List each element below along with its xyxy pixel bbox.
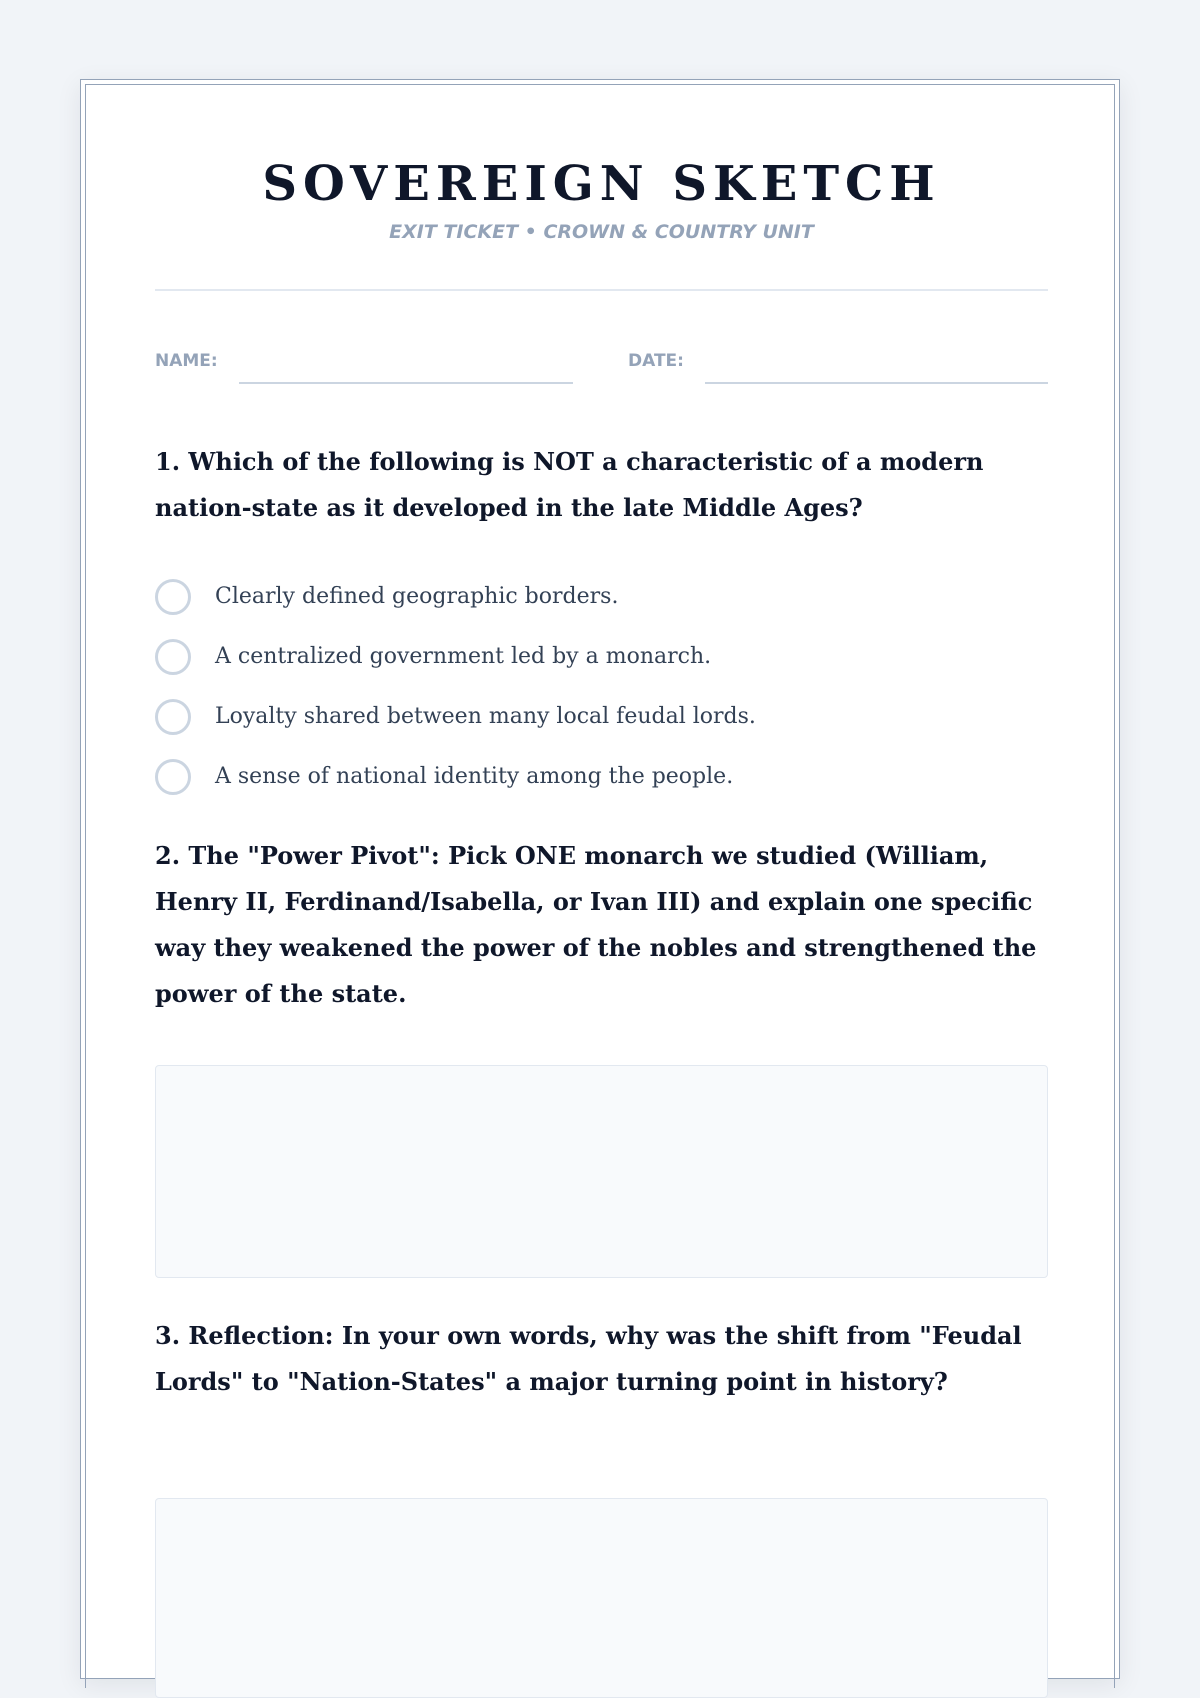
question-1-option-d[interactable]	[155, 758, 1048, 798]
radio-button[interactable]	[155, 759, 191, 795]
radio-button[interactable]	[155, 639, 191, 675]
question-2-text: 2. The "Power Pivot": Pick ONE monarch we studied (William, Henry II, Ferdinand/Isabella, or Ivan III) and explain one specific way they weakened the power of the nobles and strengthened the power of the state.	[155, 841, 1037, 1008]
option-label: A sense of national identity among the people.	[215, 764, 734, 789]
question-1-option-c[interactable]	[155, 698, 1048, 738]
date-label: DATE:	[628, 351, 684, 371]
question-2-answer-box[interactable]	[155, 1065, 1048, 1278]
question-3-text: 3. Reflection: In your own words, why was the shift from "Feudal Lords" to "Nation-States" a major turning point in history?	[155, 1321, 1022, 1396]
worksheet	[80, 79, 1120, 1679]
page-title: SOVEREIGN SKETCH	[262, 156, 941, 212]
question-1-text: 1. Which of the following is NOT a characteristic of a modern nation-state as it developed in the late Middle Ages?	[155, 447, 984, 522]
question-3-answer-box[interactable]	[155, 1498, 1048, 1698]
option-label: A centralized government led by a monarch.	[215, 644, 712, 669]
page-subtitle: EXIT TICKET • CROWN & COUNTRY UNIT	[389, 221, 814, 243]
option-label: Clearly defined geographic borders.	[215, 584, 619, 609]
name-field[interactable]	[239, 382, 573, 384]
header-divider	[155, 289, 1048, 291]
date-field[interactable]	[705, 382, 1048, 384]
radio-button[interactable]	[155, 699, 191, 735]
question-1-option-b[interactable]	[155, 638, 1048, 678]
option-label: Loyalty shared between many local feudal lords.	[215, 704, 756, 729]
name-label: NAME:	[155, 351, 218, 371]
question-1-option-a[interactable]	[155, 578, 1048, 618]
radio-button[interactable]	[155, 579, 191, 615]
